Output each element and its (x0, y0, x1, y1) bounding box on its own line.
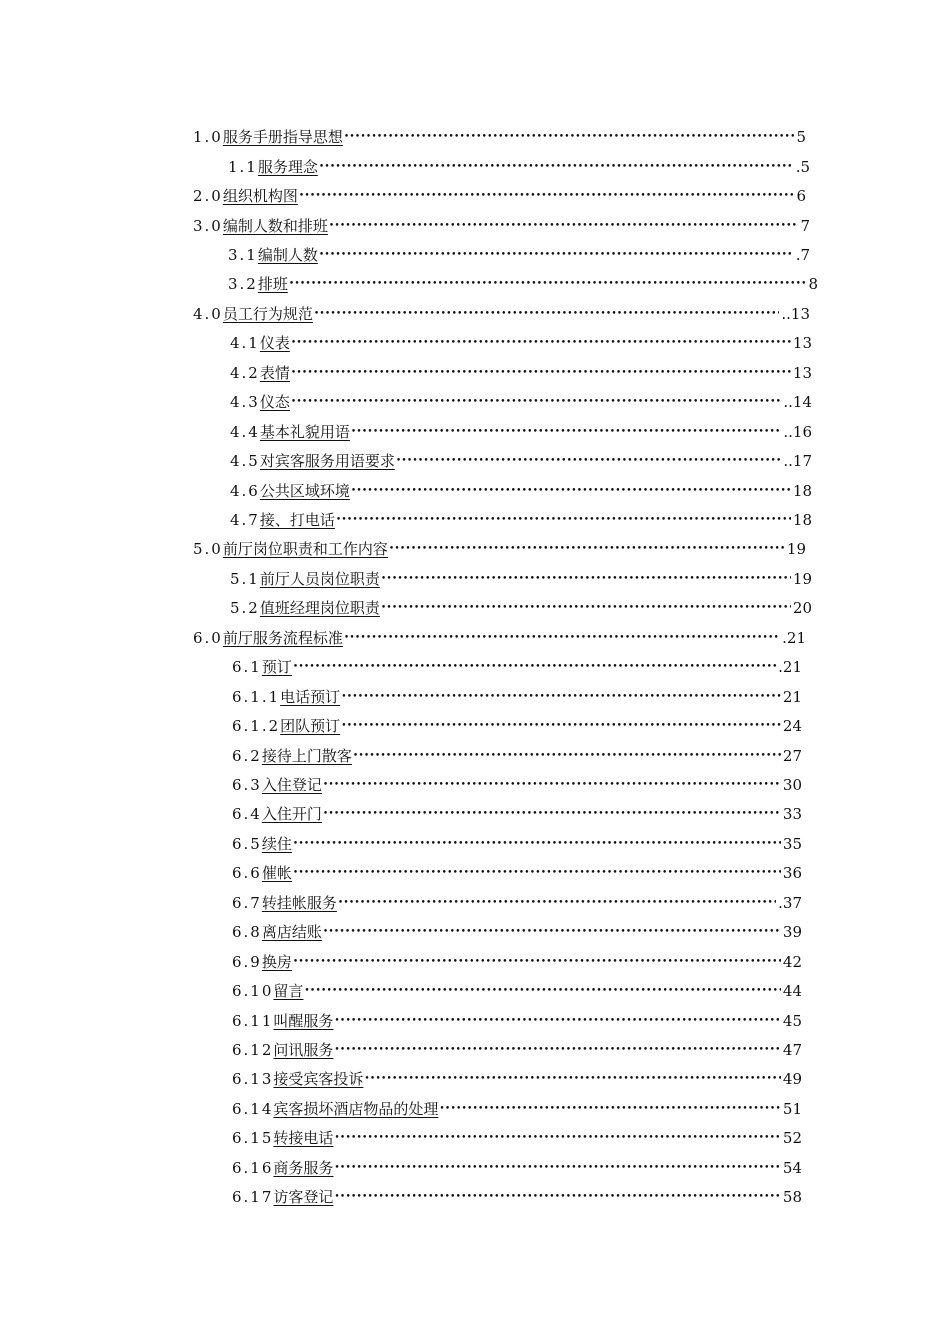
toc-entry-page: 54 (782, 1159, 802, 1177)
toc-entry-title[interactable]: 问讯服务 (273, 1041, 334, 1059)
toc-entry-page: ..17 (783, 452, 812, 470)
toc-entry-number: 4.2 (230, 364, 260, 382)
toc-entry-number: 6.2 (232, 747, 262, 765)
dot-leader (293, 951, 781, 973)
toc-entry[interactable] (232, 1068, 802, 1090)
toc-entry-title[interactable]: 仪表 (259, 334, 290, 352)
toc-entry-title[interactable]: 续住 (261, 835, 292, 853)
toc-entry-title[interactable]: 前厅服务流程标准 (222, 629, 343, 647)
toc-entry-title[interactable]: 电话预订 (280, 688, 341, 706)
toc-entry[interactable] (193, 126, 806, 148)
toc-entry[interactable] (193, 215, 810, 237)
dot-leader (304, 980, 780, 1002)
toc-entry[interactable] (228, 273, 818, 295)
toc-entry[interactable] (230, 480, 812, 502)
toc-entry[interactable] (230, 509, 812, 531)
toc-entry-title[interactable]: 员工行为规范 (222, 305, 313, 323)
toc-entry[interactable] (232, 833, 802, 855)
toc-entry-page: ..14 (783, 393, 812, 411)
toc-entry[interactable] (232, 1186, 802, 1208)
dot-leader (396, 450, 782, 472)
dot-leader (314, 303, 780, 325)
toc-entry-page: 20 (792, 599, 812, 617)
toc-entry-title[interactable]: 组织机构图 (222, 187, 298, 205)
toc-entry-page: 27 (782, 747, 802, 765)
toc-entry-page: ..16 (783, 423, 812, 441)
dot-leader (293, 833, 781, 855)
toc-entry-title[interactable]: 对宾客服务用语要求 (259, 452, 395, 470)
toc-entry-page: 52 (782, 1129, 802, 1147)
toc-entry-number: 6.13 (232, 1070, 274, 1088)
toc-entry-number: 6.1 (232, 658, 262, 676)
dot-leader (334, 1186, 780, 1208)
toc-entry[interactable] (230, 421, 812, 443)
toc-entry-title[interactable]: 访客登记 (273, 1188, 334, 1206)
toc-entry[interactable] (230, 597, 812, 619)
dot-leader (341, 715, 781, 737)
toc-entry[interactable] (193, 538, 806, 560)
toc-entry-page: 58 (782, 1188, 802, 1206)
toc-entry-title[interactable]: 换房 (261, 953, 292, 971)
dot-leader (289, 273, 807, 295)
toc-entry-title[interactable]: 转接电话 (273, 1129, 334, 1147)
toc-entry-title[interactable]: 留言 (273, 982, 304, 1000)
dot-leader (291, 391, 782, 413)
toc-entry-number: 6.1.2 (232, 717, 281, 735)
toc-entry[interactable] (232, 980, 802, 1002)
toc-entry-page: 51 (782, 1100, 802, 1118)
dot-leader (381, 597, 791, 619)
toc-entry-title[interactable]: 接待上门散客 (261, 747, 352, 765)
dot-leader (341, 686, 781, 708)
toc-entry-number: 6.5 (232, 835, 262, 853)
dot-leader (334, 1010, 780, 1032)
toc-entry-page: 18 (792, 511, 812, 529)
toc-entry[interactable] (193, 303, 810, 325)
toc-entry-title[interactable]: 编制人数和排班 (222, 217, 328, 235)
dot-leader (439, 1098, 780, 1120)
toc-entry[interactable] (232, 1157, 802, 1179)
toc-entry-page: 35 (782, 835, 802, 853)
toc-entry-number: 2.0 (193, 187, 223, 205)
toc-entry-number: 4.5 (230, 452, 260, 470)
toc-entry-title[interactable]: 离店结账 (261, 923, 322, 941)
toc-entry[interactable] (232, 745, 802, 767)
dot-leader (334, 1127, 780, 1149)
toc-entry[interactable] (232, 686, 802, 708)
toc-entry-number: 6.17 (232, 1188, 274, 1206)
toc-entry-page: 39 (782, 923, 802, 941)
toc-entry-page: .21 (782, 629, 806, 647)
dot-leader (334, 1157, 780, 1179)
toc-entry-title[interactable]: 接受宾客投诉 (273, 1070, 364, 1088)
dot-leader (329, 215, 799, 237)
toc-entry-number: 5.0 (193, 540, 223, 558)
toc-entry[interactable] (230, 450, 812, 472)
toc-entry-number: 6.8 (232, 923, 262, 941)
toc-entry-page: 6 (796, 187, 806, 205)
toc-entry-title[interactable]: 叫醒服务 (273, 1012, 334, 1030)
toc-entry-page: .37 (778, 894, 802, 912)
toc-entry-page: .7 (795, 246, 810, 264)
toc-entry-number: 5.2 (230, 599, 260, 617)
toc-entry-number: 3.1 (228, 246, 258, 264)
toc-entry-page: .5 (795, 158, 810, 176)
toc-entry[interactable] (232, 1010, 802, 1032)
toc-entry[interactable] (232, 951, 802, 973)
toc-entry-number: 6.6 (232, 864, 262, 882)
dot-leader (344, 126, 795, 148)
dot-leader (338, 892, 776, 914)
toc-entry-title[interactable]: 排班 (257, 275, 288, 293)
toc-entry-number: 6.10 (232, 982, 274, 1000)
toc-entry[interactable] (230, 568, 812, 590)
toc-entry-title[interactable]: 前厅岗位职责和工作内容 (222, 540, 388, 558)
toc-entry[interactable] (230, 332, 812, 354)
toc-entry-page: 13 (792, 334, 812, 352)
toc-entry-title[interactable]: 入住登记 (261, 776, 322, 794)
toc-entry-title[interactable]: 公共区域环境 (259, 482, 350, 500)
toc-entry-page: 5 (796, 128, 806, 146)
toc-entry[interactable] (232, 921, 802, 943)
toc-entry-title[interactable]: 催帐 (261, 864, 292, 882)
toc-entry-number: 4.4 (230, 423, 260, 441)
toc-entry[interactable] (232, 1098, 802, 1120)
toc-entry[interactable] (228, 156, 810, 178)
toc-entry-page: .21 (778, 658, 802, 676)
toc-entry[interactable] (228, 244, 810, 266)
toc-entry-number: 6.3 (232, 776, 262, 794)
toc-entry-number: 1.0 (193, 128, 223, 146)
toc-entry-number: 4.1 (230, 334, 260, 352)
toc-entry-title[interactable]: 团队预订 (280, 717, 341, 735)
toc-entry-number: 6.4 (232, 805, 262, 823)
toc-entry[interactable] (232, 774, 802, 796)
toc-entry-page: 49 (782, 1070, 802, 1088)
dot-leader (323, 774, 781, 796)
toc-entry-number: 6.9 (232, 953, 262, 971)
toc-entry-number: 6.12 (232, 1041, 274, 1059)
dot-leader (364, 1068, 780, 1090)
toc-entry-page: 36 (782, 864, 802, 882)
dot-leader (293, 862, 781, 884)
dot-leader (291, 362, 791, 384)
toc-entry[interactable] (193, 185, 806, 207)
toc-entry-number: 6.1.1 (232, 688, 281, 706)
dot-leader (351, 421, 782, 443)
dot-leader (319, 156, 794, 178)
toc-entry-number: 1.1 (228, 158, 258, 176)
toc-entry[interactable] (232, 862, 802, 884)
toc-entry-title[interactable]: 前厅人员岗位职责 (259, 570, 380, 588)
toc-entry-page: 21 (782, 688, 802, 706)
toc-entry-title[interactable]: 商务服务 (273, 1159, 334, 1177)
dot-leader (293, 656, 776, 678)
dot-leader (389, 538, 785, 560)
toc-entry-page: 19 (786, 540, 806, 558)
toc-entry-title[interactable]: 服务手册指导思想 (222, 128, 343, 146)
toc-entry[interactable] (232, 1039, 802, 1061)
toc-entry-page: 47 (782, 1041, 802, 1059)
toc-entry-number: 4.3 (230, 393, 260, 411)
toc-entry-title[interactable]: 转挂帐服务 (261, 894, 337, 912)
toc-entry-page: 30 (782, 776, 802, 794)
toc-entry-number: 3.0 (193, 217, 223, 235)
dot-leader (319, 244, 794, 266)
toc-entry[interactable] (232, 715, 802, 737)
dot-leader (291, 332, 791, 354)
toc-entry-title[interactable]: 接、打电话 (259, 511, 335, 529)
toc-entry-page: 19 (792, 570, 812, 588)
toc-entry-title[interactable]: 值班经理岗位职责 (259, 599, 380, 617)
toc-entry-page: 45 (782, 1012, 802, 1030)
toc-entry-number: 4.0 (193, 305, 223, 323)
dot-leader (351, 480, 791, 502)
toc-entry-page: 44 (782, 982, 802, 1000)
toc-entry-title[interactable]: 宾客损坏酒店物品的处理 (273, 1100, 439, 1118)
toc-entry-title[interactable]: 仪态 (259, 393, 290, 411)
toc-entry-page: 8 (808, 275, 818, 293)
toc-entry-title[interactable]: 入住开门 (261, 805, 322, 823)
toc-entry-number: 6.7 (232, 894, 262, 912)
toc-entry[interactable] (230, 362, 812, 384)
dot-leader (353, 745, 781, 767)
toc-entry-number: 4.6 (230, 482, 260, 500)
toc-entry-title[interactable]: 服务理念 (257, 158, 318, 176)
toc-entry-number: 6.16 (232, 1159, 274, 1177)
toc-entry-title[interactable]: 基本礼貌用语 (259, 423, 350, 441)
toc-entry[interactable] (232, 1127, 802, 1149)
dot-leader (344, 627, 780, 649)
toc-entry[interactable] (232, 803, 802, 825)
toc-entry-number: 6.11 (232, 1012, 274, 1030)
toc-entry-page: 7 (800, 217, 810, 235)
toc-entry-number: 6.15 (232, 1129, 274, 1147)
toc-entry-number: 6.14 (232, 1100, 274, 1118)
toc-entry[interactable] (230, 391, 812, 413)
toc-entry-number: 3.2 (228, 275, 258, 293)
dot-leader (299, 185, 795, 207)
toc-entry-title[interactable]: 表情 (259, 364, 290, 382)
toc-entry-page: 13 (792, 364, 812, 382)
toc-entry-page: 33 (782, 805, 802, 823)
toc-entry-page: 42 (782, 953, 802, 971)
dot-leader (336, 509, 791, 531)
toc-entry[interactable] (193, 627, 806, 649)
toc-entry-number: 5.1 (230, 570, 260, 588)
toc-entry-page: 18 (792, 482, 812, 500)
toc-entry[interactable] (232, 656, 802, 678)
toc-entry-number: 4.7 (230, 511, 260, 529)
dot-leader (323, 921, 781, 943)
toc-entry-page: ..13 (781, 305, 810, 323)
toc-entry-title[interactable]: 编制人数 (257, 246, 318, 264)
dot-leader (381, 568, 791, 590)
dot-leader (334, 1039, 780, 1061)
toc-entry-number: 6.0 (193, 629, 223, 647)
toc-entry-page: 24 (782, 717, 802, 735)
toc-entry-title[interactable]: 预订 (261, 658, 292, 676)
toc-entry[interactable] (232, 892, 802, 914)
dot-leader (323, 803, 781, 825)
